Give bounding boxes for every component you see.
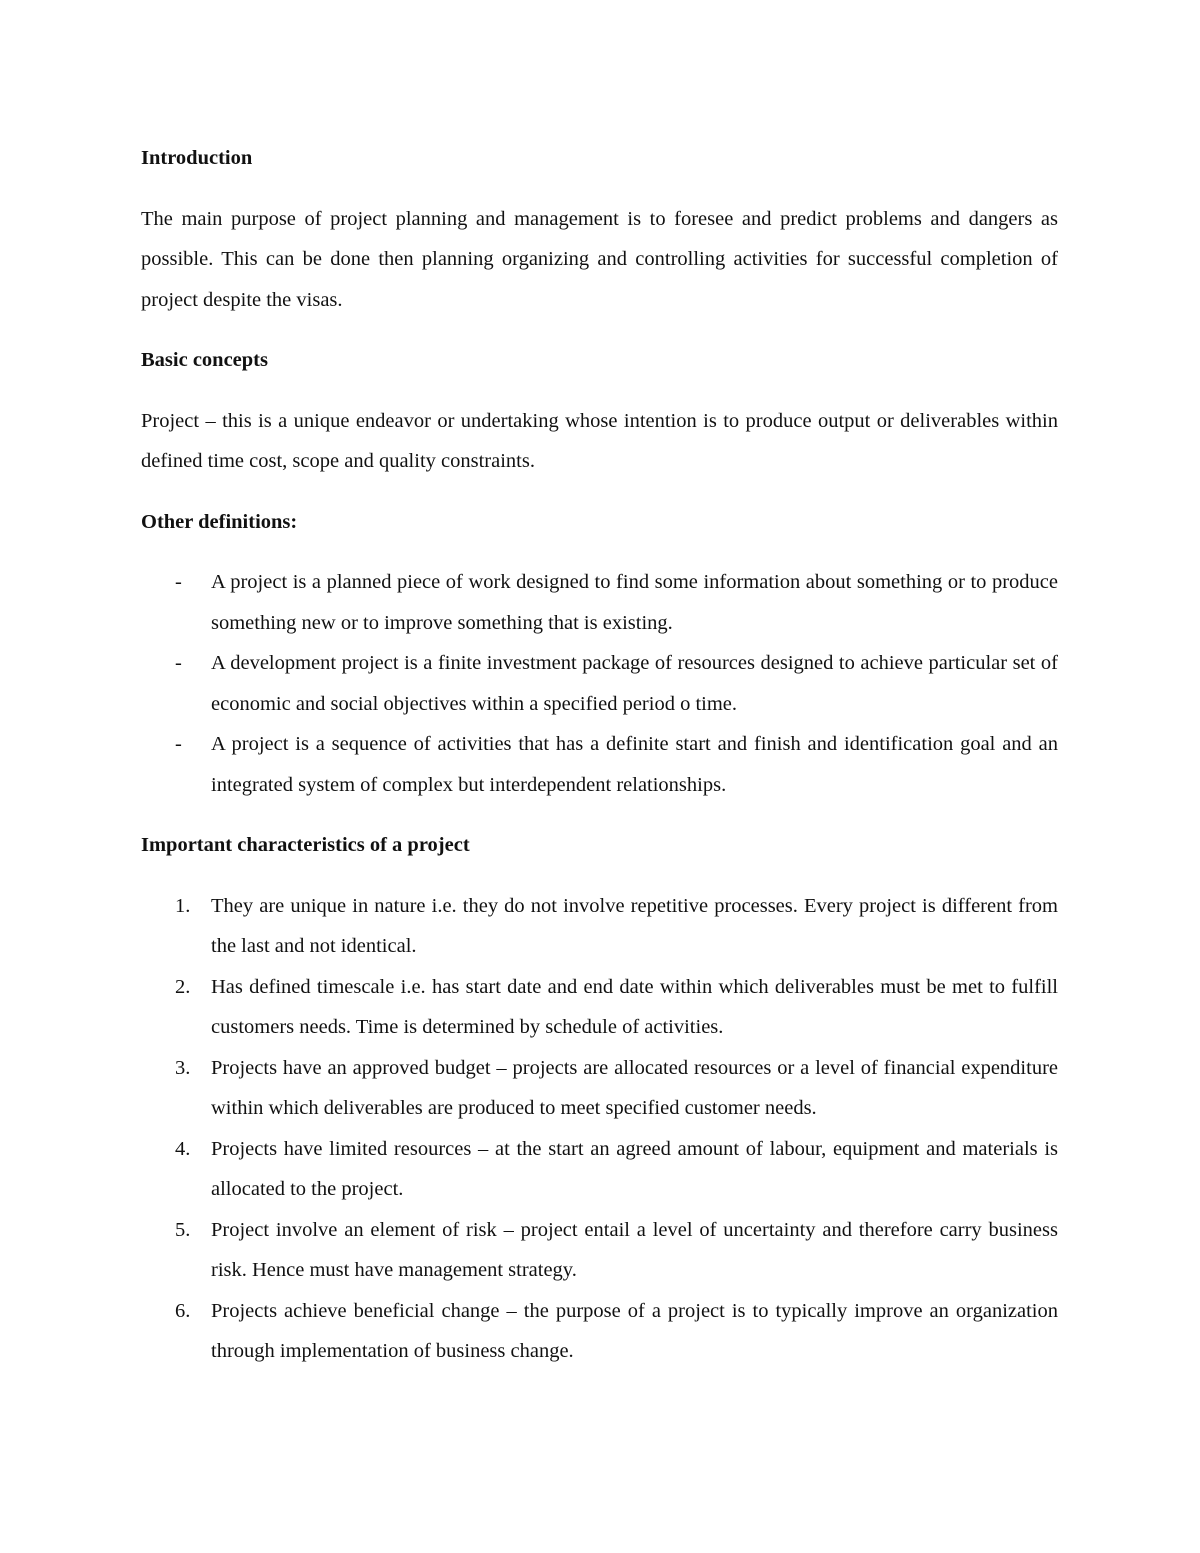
- list-item: [141, 1048, 1058, 1129]
- document-page: [141, 138, 1058, 1372]
- definitions-list: [141, 562, 1058, 805]
- spacer: [141, 179, 1058, 199]
- list-number: 2.: [175, 975, 191, 998]
- list-item-text: A project is a planned piece of work designed to find some information about something or to produce something new or to improve something that is existing.: [211, 571, 1058, 634]
- list-item-text: Has defined timescale i.e. has start date and end date within which deliverables must be met to fulfill customers needs. Time is determined by schedule of activities.: [211, 975, 1058, 1038]
- basic-concepts-heading: Basic concepts: [141, 349, 268, 371]
- list-item-text: Projects have an approved budget – projects are allocated resources or a level of financial expenditure within which deliverables are produced to meet specified customer needs.: [211, 1056, 1058, 1119]
- spacer: [141, 381, 1058, 401]
- list-item: [141, 967, 1058, 1048]
- list-item: [141, 1210, 1058, 1291]
- spacer: [141, 482, 1058, 502]
- list-item: [141, 1291, 1058, 1372]
- list-item-text: Projects have limited resources – at the start an agreed amount of labour, equipment and materials is allocated to the project.: [211, 1137, 1058, 1200]
- spacer: [141, 320, 1058, 340]
- spacer: [141, 866, 1058, 886]
- list-number: 6.: [175, 1299, 191, 1322]
- list-number: 5.: [175, 1218, 191, 1241]
- list-item-text: Projects achieve beneficial change – the purpose of a project is to typically improve an organization through implementation of business change.: [211, 1299, 1058, 1362]
- spacer: [141, 805, 1058, 825]
- bullet-dash: -: [175, 733, 182, 755]
- list-item: [141, 724, 1058, 805]
- spacer: [141, 542, 1058, 562]
- list-item: [141, 643, 1058, 724]
- list-number: 3.: [175, 1056, 191, 1079]
- other-definitions-heading: Other definitions:: [141, 510, 298, 533]
- characteristics-list: [141, 886, 1058, 1372]
- list-item-text: Project involve an element of risk – project entail a level of uncertainty and therefore carry business risk. Hence must have management strategy.: [211, 1218, 1058, 1281]
- introduction-heading: Introduction: [141, 147, 253, 169]
- list-item: [141, 886, 1058, 967]
- characteristics-heading: Important characteristics of a project: [141, 834, 470, 856]
- list-item-text: A development project is a finite investment package of resources designed to achieve particular set of economic and social objectives within a specified period o time.: [211, 652, 1058, 715]
- bullet-dash: -: [175, 571, 182, 593]
- list-item-text: They are unique in nature i.e. they do not involve repetitive processes. Every project is different from the last and not identical.: [211, 894, 1058, 957]
- list-item-text: A project is a sequence of activities that has a definite start and finish and identification goal and an integrated system of complex but interdependent relationships.: [211, 733, 1058, 796]
- bullet-dash: -: [175, 652, 182, 674]
- list-number: 1.: [175, 894, 191, 917]
- list-number: 4.: [175, 1137, 191, 1160]
- list-item: [141, 1129, 1058, 1210]
- basic-concepts-paragraph: Project – this is a unique endeavor or undertaking whose intention is to produce output or deliverables within defined time cost, scope and quality constraints.: [141, 409, 1058, 472]
- list-item: [141, 562, 1058, 643]
- introduction-paragraph: The main purpose of project planning and management is to foresee and predict problems and dangers as possible. This can be done then planning organizing and controlling activities for successful completion of project despite the visas.: [141, 207, 1058, 311]
